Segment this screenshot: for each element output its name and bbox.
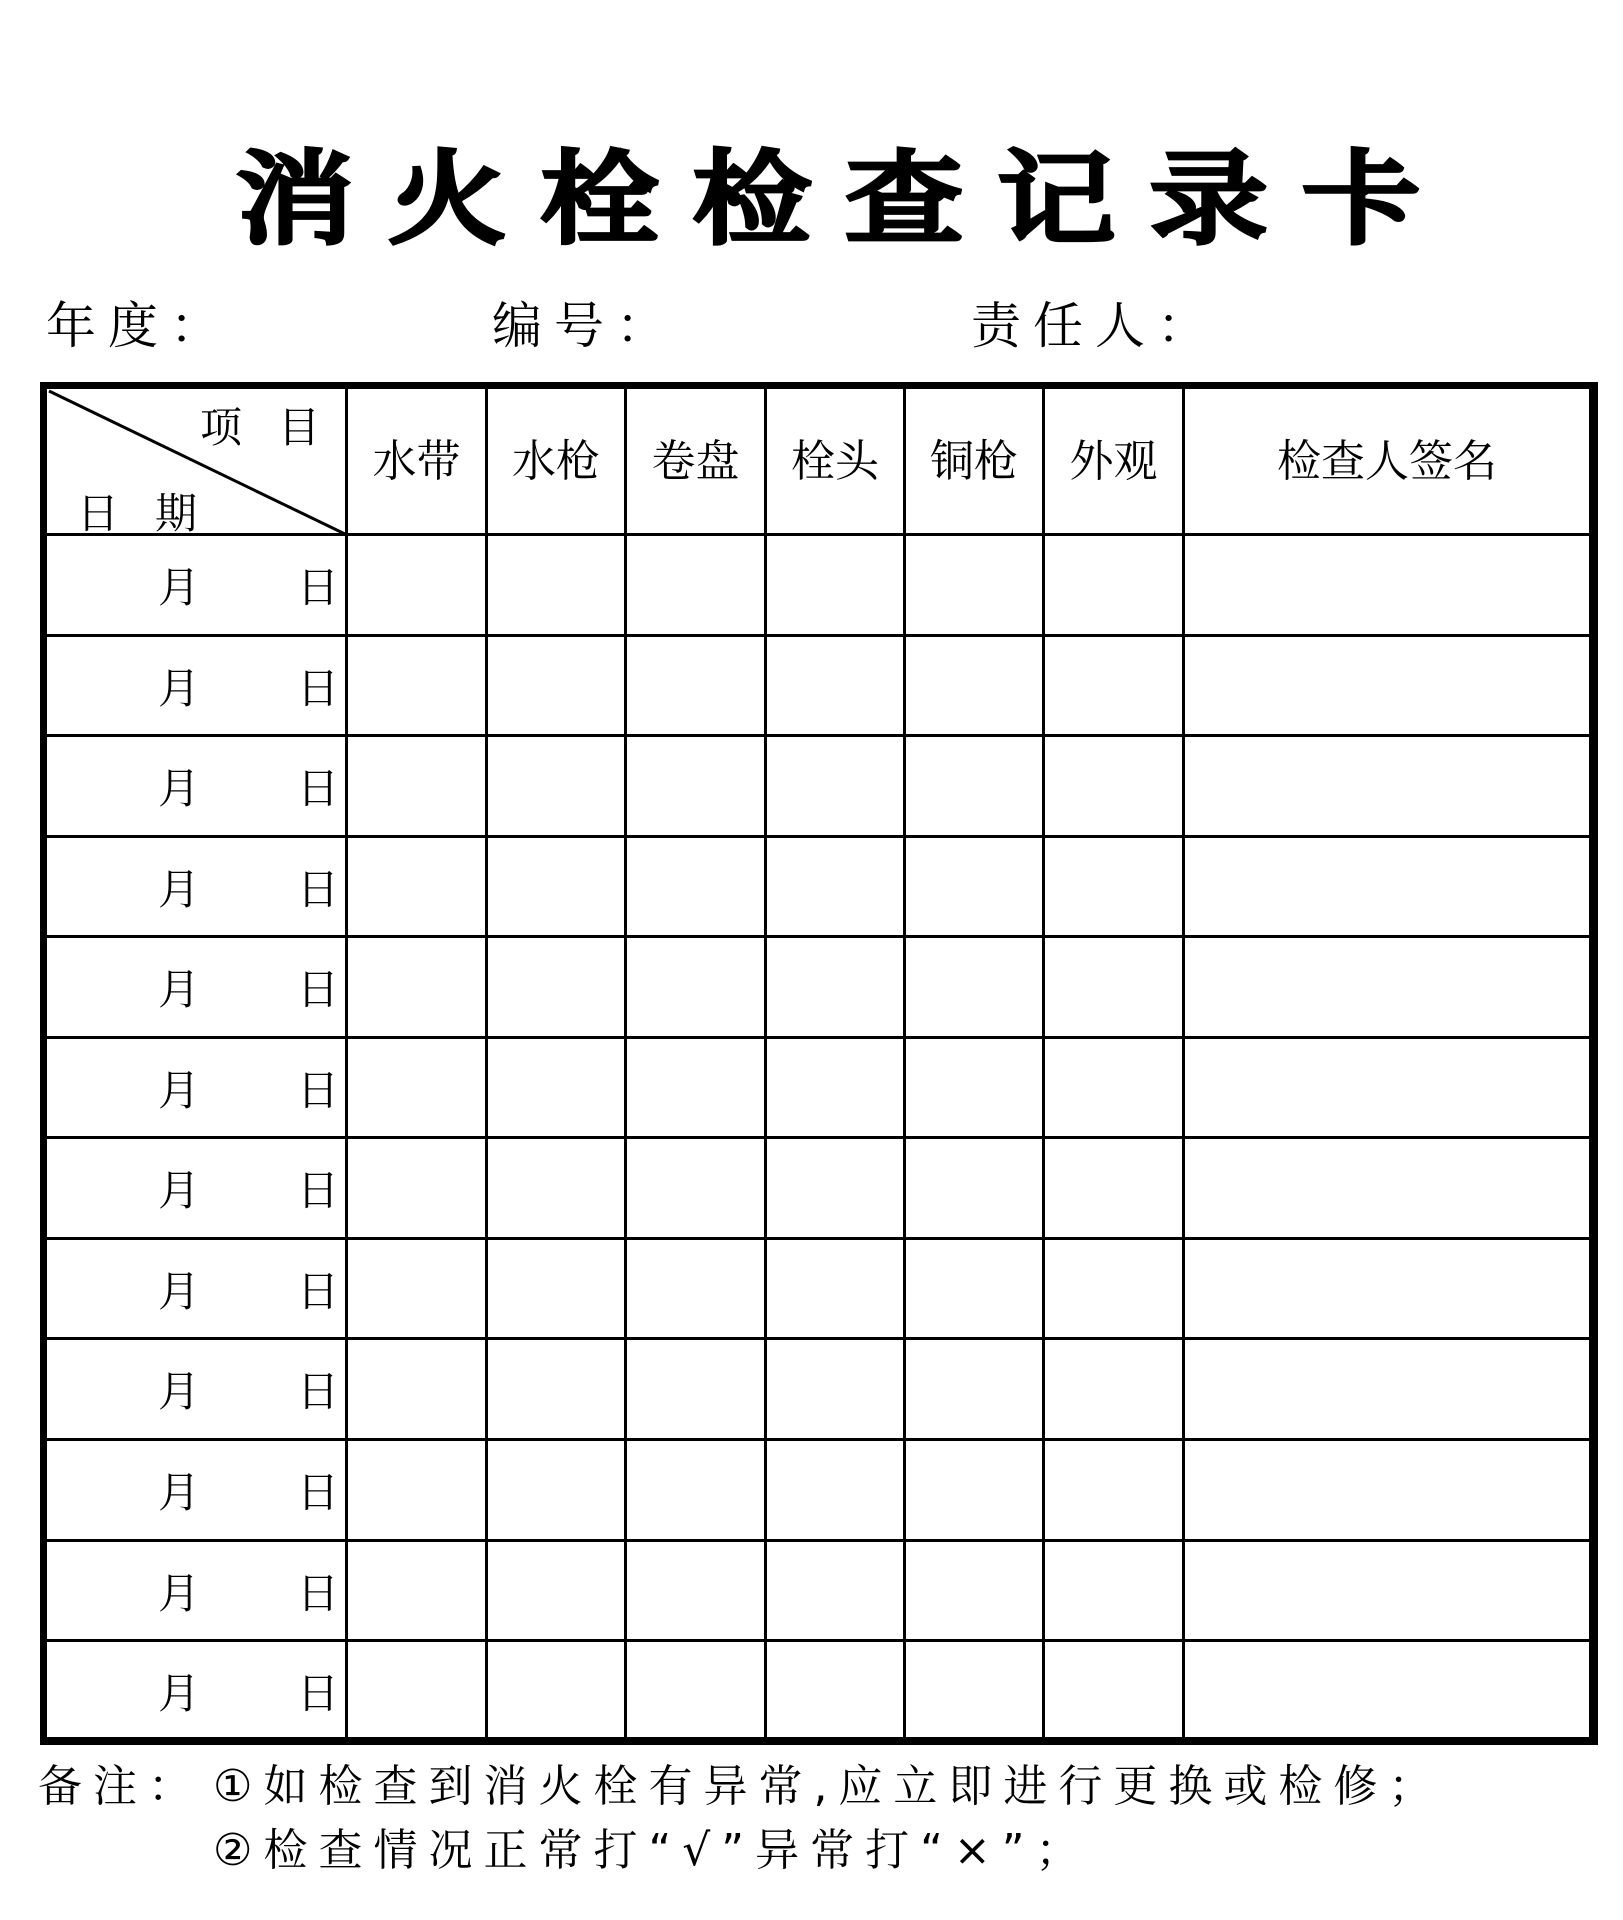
table-row-date[interactable]	[47, 1039, 346, 1139]
day-label: 日	[297, 865, 340, 914]
column-divider	[1042, 389, 1045, 1737]
table-row-date[interactable]	[47, 838, 346, 938]
month-label: 月	[158, 1669, 201, 1718]
month-label: 月	[158, 865, 201, 914]
month-label: 月	[158, 1267, 201, 1316]
column-divider	[485, 389, 488, 1737]
column-header-nozzle: 水枪	[512, 435, 600, 487]
day-label: 日	[297, 1468, 340, 1517]
day-label: 日	[297, 1669, 340, 1718]
month-label: 月	[158, 664, 201, 713]
month-label: 月	[158, 1468, 201, 1517]
notes-line-2: ②检查情况正常打“√”异常打“×”；	[213, 1825, 1091, 1876]
column-header-reel: 卷盘	[651, 435, 740, 487]
corner-label-date: 日期	[77, 489, 234, 538]
month-label: 月	[158, 764, 201, 813]
title-char: 消	[236, 139, 355, 259]
table-row-date[interactable]	[47, 1240, 346, 1340]
notes-label: 备注：	[38, 1761, 203, 1812]
month-label: 月	[158, 563, 201, 612]
page-title	[236, 140, 1420, 258]
day-label: 日	[297, 1066, 340, 1115]
title-char: 栓	[540, 139, 659, 259]
table-row-date[interactable]	[47, 536, 346, 636]
title-char: 记	[997, 139, 1116, 259]
inspection-table	[40, 382, 1598, 1745]
year-field-label: 年度：	[46, 297, 232, 355]
day-label: 日	[297, 1569, 340, 1618]
title-char: 查	[845, 139, 964, 259]
column-divider	[624, 389, 627, 1737]
corner-label-items: 项目	[199, 403, 356, 452]
day-label: 日	[297, 664, 340, 713]
column-divider	[764, 389, 767, 1737]
day-label: 日	[297, 1267, 340, 1316]
responsible-person-field-label: 责任人：	[971, 297, 1219, 355]
day-label: 日	[297, 563, 340, 612]
table-row-date[interactable]	[47, 737, 346, 837]
table-row-date[interactable]	[47, 1340, 346, 1440]
table-row-date[interactable]	[47, 1542, 346, 1642]
title-char: 卡	[1301, 139, 1420, 259]
day-label: 日	[297, 965, 340, 1014]
table-row-date[interactable]	[47, 1139, 346, 1239]
table-row-date[interactable]	[47, 938, 346, 1038]
title-char: 录	[1149, 139, 1268, 259]
column-header-appearance: 外观	[1069, 435, 1158, 487]
column-header-valve-head: 栓头	[791, 435, 879, 487]
table-row-date[interactable]	[47, 1441, 346, 1541]
column-header-copper-nozzle: 铜枪	[930, 435, 1018, 487]
table-row-date[interactable]	[47, 1642, 346, 1742]
title-char: 检	[692, 139, 811, 259]
day-label: 日	[297, 764, 340, 813]
column-divider	[1182, 389, 1185, 1737]
number-field-label: 编号：	[492, 297, 678, 355]
month-label: 月	[158, 965, 201, 1014]
month-label: 月	[158, 1367, 201, 1416]
title-char: 火	[388, 139, 507, 259]
column-header-inspector-signature: 检查人签名	[1277, 435, 1497, 487]
month-label: 月	[158, 1166, 201, 1215]
corner-header-cell	[47, 389, 356, 538]
month-label: 月	[158, 1066, 201, 1115]
column-header-hose: 水带	[372, 435, 461, 487]
month-label: 月	[158, 1569, 201, 1618]
day-label: 日	[297, 1367, 340, 1416]
notes-line-1: ①如检查到消火栓有异常,应立即进行更换或检修；	[213, 1761, 1444, 1812]
table-row-date[interactable]	[47, 637, 346, 737]
column-divider	[903, 389, 906, 1737]
day-label: 日	[297, 1166, 340, 1215]
